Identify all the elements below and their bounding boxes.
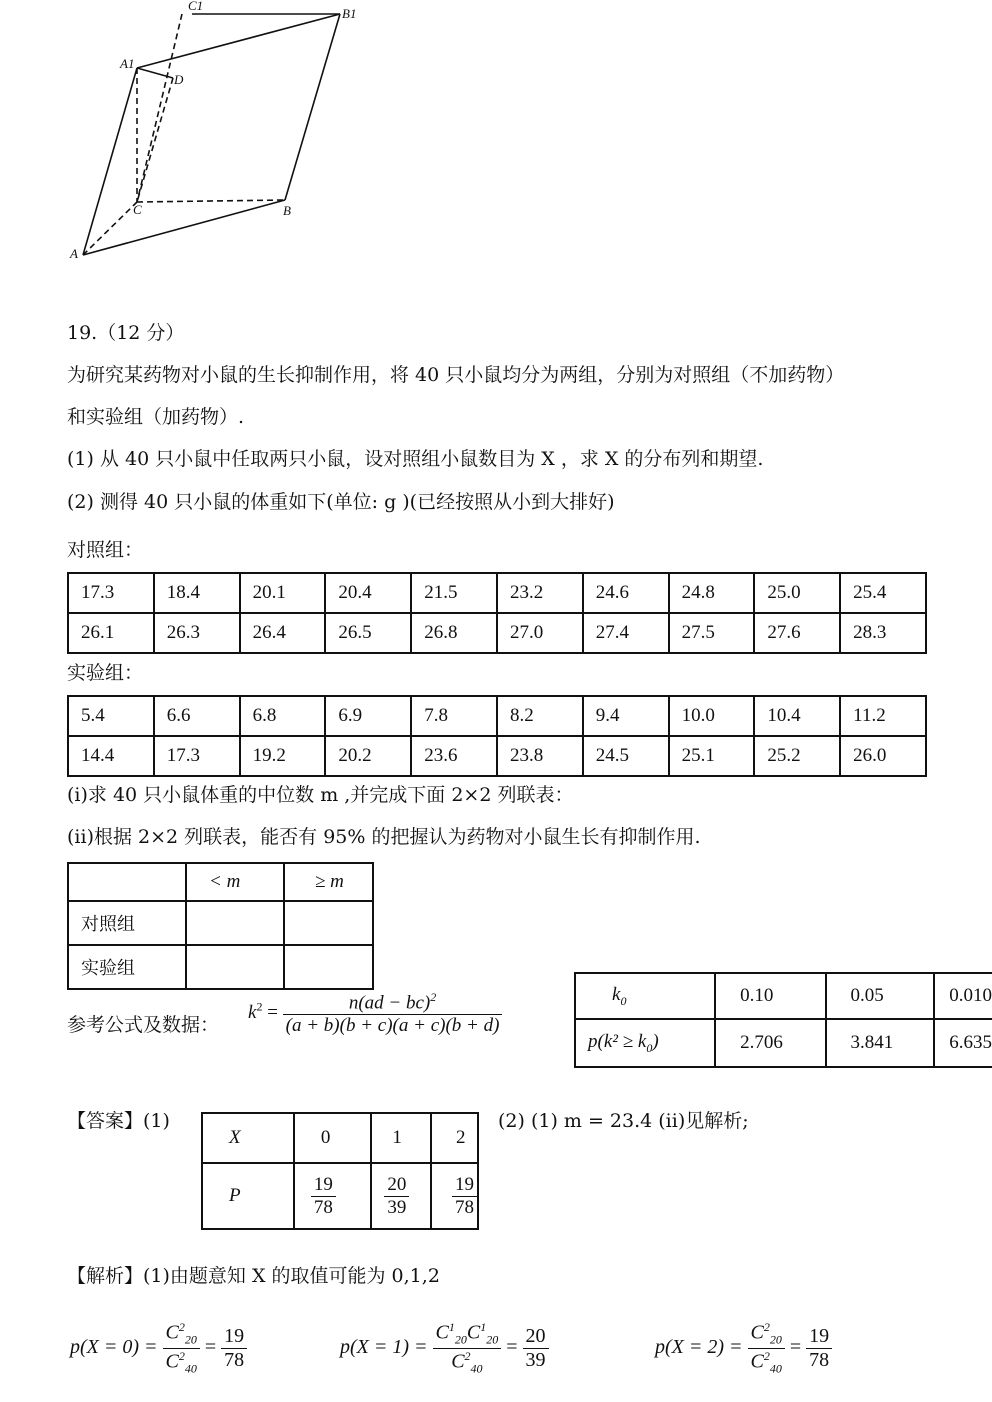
table-cell: 5.4 [68, 696, 154, 736]
table-cell: 25.0 [754, 573, 840, 613]
table-cell [284, 945, 373, 989]
table-row [575, 1019, 992, 1067]
table-cell: 10.4 [754, 696, 840, 736]
table-cell: 27.0 [497, 613, 583, 653]
table-cell [186, 901, 284, 945]
question-i: (i)求 40 只小鼠体重的中位数 m ,并完成下面 2×2 列联表： [67, 784, 574, 806]
distribution-table [201, 1112, 479, 1230]
comb-fraction: $\frac{C^1_{20}C^1_{20}}{C^2_{40}}$ [433, 1320, 502, 1376]
question-2: (2) 测得 40 只小鼠的体重如下(单位: g )(已经按照从小到大排好) [67, 491, 615, 513]
table-cell: 21.5 [411, 573, 497, 613]
label-b: B [283, 203, 291, 218]
analysis-label: 【解析】(1)由题意知 X 的取值可能为 0,1,2 [67, 1265, 440, 1287]
table-row [575, 973, 992, 1019]
table-cell: 17.3 [68, 573, 154, 613]
table-cell: 25.1 [669, 736, 755, 776]
prism-figure [60, 0, 380, 265]
table-cell: 2.706 [715, 1019, 825, 1067]
table-cell: 24.6 [583, 573, 669, 613]
table-cell: 19.2 [240, 736, 326, 776]
label-a: A [70, 246, 78, 261]
table-cell [284, 901, 373, 945]
table-cell: 11.2 [840, 696, 926, 736]
value-fraction: $\frac{19}{78}$ [806, 1325, 832, 1372]
problem-intro-1: 为研究某药物对小鼠的生长抑制作用，将 40 只小鼠均分为两组，分别为对照组（不加药物） [67, 364, 845, 386]
table-cell: 26.0 [840, 736, 926, 776]
problem-intro-2: 和实验组（加药物）. [67, 406, 245, 428]
formula-fraction: $\frac{n(ad - bc)^2}{(a + b)(b + c)(a + c)(b + d)}$ [283, 990, 503, 1037]
question-ii: (ii)根据 2×2 列联表，能否有 95% 的把握认为药物对小鼠生长有抑制作用. [67, 826, 701, 848]
table-cell: 10.0 [669, 696, 755, 736]
label-b1: B1 [342, 6, 357, 21]
table-row [68, 901, 373, 945]
table-cell: 6.6 [154, 696, 240, 736]
table-cell: 26.1 [68, 613, 154, 653]
comb-fraction: $\frac{C^2_{20}}{C^2_{40}}$ [163, 1320, 200, 1376]
label-c: C [133, 202, 142, 217]
table-cell: 17.3 [154, 736, 240, 776]
formula: $k^2$ = $\frac{n(ad - bc)^2}{(a + b)(b + c)(a + c)(b + d)}$ [248, 990, 502, 1037]
table-cell: 27.6 [754, 613, 840, 653]
table-cell [68, 863, 186, 901]
contingency-table [67, 862, 374, 990]
edge-a1-b1 [137, 14, 340, 68]
table-cell: 6.635 [934, 1019, 992, 1067]
prob-fraction: $\frac{20}{39}$ [384, 1174, 409, 1219]
table-cell: 0.010 [934, 973, 992, 1019]
table-cell: 20.2 [325, 736, 411, 776]
table-cell: 23.2 [497, 573, 583, 613]
table-cell: 2 [431, 1113, 478, 1163]
table-cell: 24.5 [583, 736, 669, 776]
reference-table [574, 972, 992, 1068]
control-group-table [67, 572, 927, 654]
edge-d-c [137, 78, 173, 202]
prob-x0: p(X = 0) = $\frac{C^2_{20}}{C^2_{40}}$ = $\frac{19}{78}$ [70, 1320, 247, 1376]
table-cell [294, 1163, 371, 1229]
table-cell: 26.4 [240, 613, 326, 653]
table-cell: < m [186, 863, 284, 901]
table-cell: 8.2 [497, 696, 583, 736]
table-cell: 25.2 [754, 736, 840, 776]
question-1: (1) 从 40 只小鼠中任取两只小鼠，设对照组小鼠数目为 X ，求 X 的分布列和期望. [67, 448, 764, 470]
value-fraction: $\frac{19}{78}$ [221, 1325, 247, 1372]
edge-b1-b [285, 14, 340, 200]
table-cell: 26.8 [411, 613, 497, 653]
edge-a-b [83, 200, 285, 255]
table-row [202, 1113, 478, 1163]
table-cell: $k_0$ [575, 973, 715, 1019]
table-cell: 7.8 [411, 696, 497, 736]
table-cell: 实验组 [68, 945, 186, 989]
table-cell: 20.4 [325, 573, 411, 613]
table-cell: 27.4 [583, 613, 669, 653]
experiment-group-table [67, 695, 927, 777]
table-cell: $p(k^2 \ge k_0)$ [575, 1019, 715, 1067]
table-cell: 28.3 [840, 613, 926, 653]
table-cell: 3.841 [826, 1019, 935, 1067]
answer-part2: (2) (1) m = 23.4 (ii)见解析; [498, 1110, 749, 1132]
control-group-label: 对照组： [67, 539, 144, 561]
formula-numerator: n(ad − bc) [348, 992, 431, 1014]
table-cell: 25.4 [840, 573, 926, 613]
table-cell: ≥ m [284, 863, 373, 901]
experiment-group-label: 实验组： [67, 662, 144, 684]
label-a1: A1 [120, 56, 135, 71]
table-cell: 6.8 [240, 696, 326, 736]
edge-a1-a [83, 68, 137, 255]
label-c1: C1 [188, 0, 204, 13]
comb-fraction: $\frac{C^2_{20}}{C^2_{40}}$ [748, 1320, 785, 1376]
prob-fraction: $\frac{19}{78}$ [452, 1174, 477, 1219]
value-fraction: $\frac{20}{39}$ [523, 1325, 549, 1372]
table-cell: 27.5 [669, 613, 755, 653]
edge-c1-c [137, 14, 182, 202]
table-cell: 9.4 [583, 696, 669, 736]
table-cell: 对照组 [68, 901, 186, 945]
prob-fraction: $\frac{19}{78}$ [311, 1174, 336, 1219]
table-cell: X [202, 1113, 294, 1163]
table-row [68, 736, 926, 776]
table-cell: 26.5 [325, 613, 411, 653]
prob-x2: p(X = 2) = $\frac{C^2_{20}}{C^2_{40}}$ = $\frac{19}{78}$ [655, 1320, 832, 1376]
table-cell [186, 945, 284, 989]
table-cell: 20.1 [240, 573, 326, 613]
table-cell: 0 [294, 1113, 371, 1163]
edge-c-b [137, 200, 285, 202]
table-cell: 23.6 [411, 736, 497, 776]
formula-lhs: k [248, 1002, 257, 1024]
table-cell: 14.4 [68, 736, 154, 776]
table-row [68, 573, 926, 613]
table-row [202, 1163, 478, 1229]
table-row [68, 696, 926, 736]
table-cell: P [202, 1163, 294, 1229]
problem-number: 19.（12 分） [67, 322, 185, 344]
table-cell [371, 1163, 431, 1229]
table-cell: 18.4 [154, 573, 240, 613]
table-row [68, 863, 373, 901]
answer-label: 【答案】(1) [67, 1110, 170, 1132]
table-cell: 1 [371, 1113, 431, 1163]
prob-x1: p(X = 1) = $\frac{C^1_{20}C^1_{20}}{C^2_{40}}$ = $\frac{20}{39}$ [340, 1320, 549, 1376]
table-cell: 23.8 [497, 736, 583, 776]
table-cell: 0.05 [826, 973, 935, 1019]
table-row [68, 945, 373, 989]
label-d: D [174, 72, 184, 87]
formula-denominator: (a + b)(b + c)(a + c)(b + d) [285, 1015, 500, 1037]
table-cell: 6.9 [325, 696, 411, 736]
table-cell: 26.3 [154, 613, 240, 653]
table-cell: 0.10 [715, 973, 825, 1019]
table-cell: 24.8 [669, 573, 755, 613]
table-row [68, 613, 926, 653]
formula-label: 参考公式及数据： [67, 1014, 220, 1036]
table-cell [431, 1163, 478, 1229]
